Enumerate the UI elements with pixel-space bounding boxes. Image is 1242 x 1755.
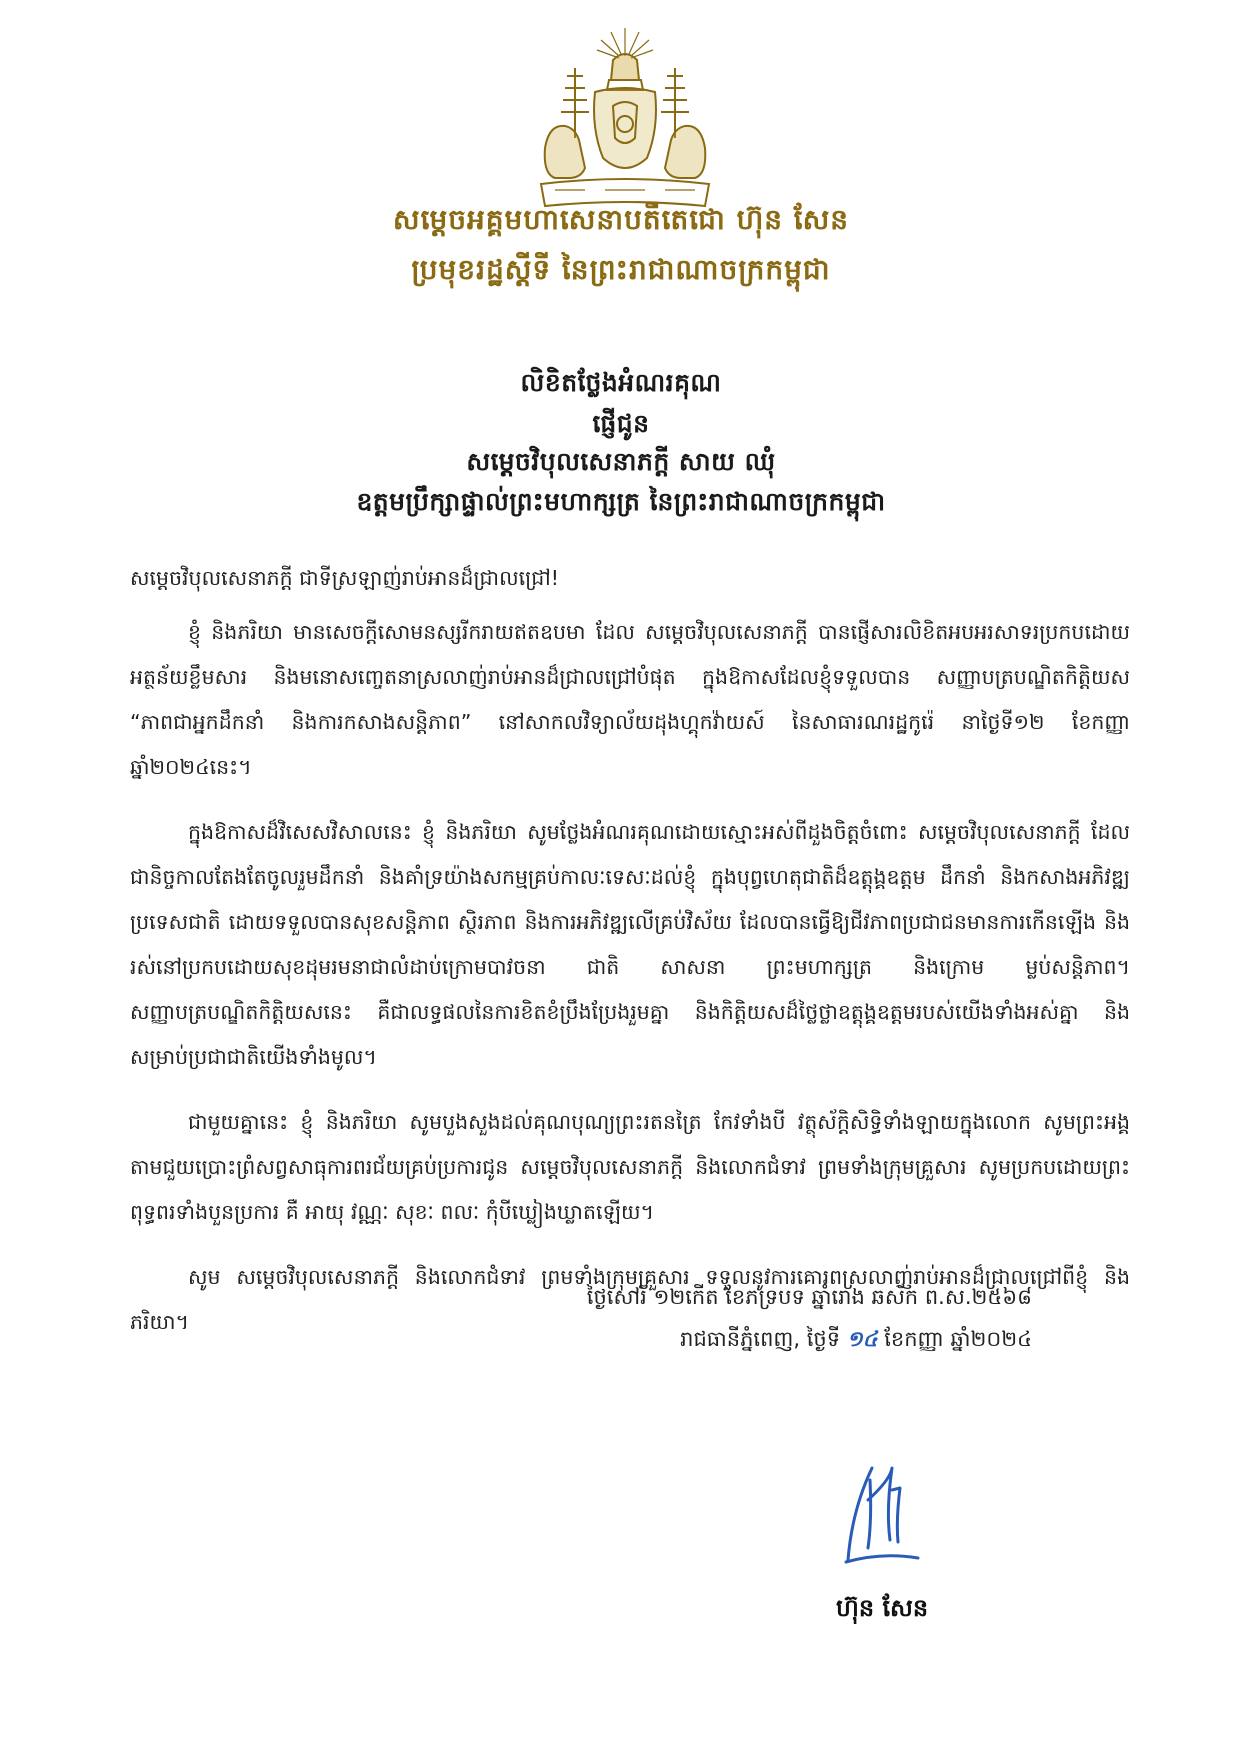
handwritten-day: ១៤ [846,1327,878,1351]
recipient-position: ឧត្តមប្រឹក្សាផ្ទាល់ព្រះមហាក្សត្រ នៃព្រះរាជាណាចក្រកម្ពុជា [356,487,886,516]
royal-coat-of-arms-icon [535,28,715,218]
month-year: ខែកញ្ញា ឆ្នាំ២០២៤ [877,1327,1032,1351]
place-and-date [680,1326,1032,1357]
lunar-date: ថ្ងៃសៅរ៍ ១២កើត ខែភទ្របទ ឆ្នាំរោង ឆស័ក ព.ស.២៥៦៨ [586,1285,1032,1309]
header-sender-position: ប្រមុខរដ្ឋស្តីទី នៃព្រះរាជាណាចក្រកម្ពុជា [411,253,831,286]
body-paragraph-3: ជាមួយគ្នានេះ ខ្ញុំ និងភរិយា សូមបួងសួងដល់គុណបុណ្យព្រះរតនត្រៃ កែវទាំងបី វត្ថុស័ក្តិសិទ្ធិទាំងឡាយក្នុងលោក សូមព្រះអង្គតាមជួយប្រោះព្រំសព្វសាធុការពរជ័យគ្រប់ប្រការជូន សម្តេចវិបុលសេនាភក្តី និងលោកជំទាវ ព្រមទាំងក្រុមគ្រួសារ សូមប្រកបដោយព្រះពុទ្ធពរទាំងបួនប្រការ គឺ អាយុ វណ្ណៈ សុខៈ ពលៈ កុំបីឃ្លៀងឃ្លាតឡើយ។ [130,1110,1130,1224]
letter-sent-to: ផ្ញើជូន [592,409,650,438]
letter-title: លិខិតថ្លែងអំណរគុណ [520,368,722,397]
salutation: សម្តេចវិបុលសេនាភក្តី ជាទីស្រឡាញ់រាប់អានដ៏ជ្រាលជ្រៅ! [130,566,559,590]
recipient-name: សម្តេចវិបុលសេនាភក្តី សាយ ឈុំ [466,447,776,476]
place-prefix: រាជធានីភ្នំពេញ, ថ្ងៃទី [680,1327,847,1351]
handwritten-signature-icon [842,1460,924,1575]
body-paragraph-1: ខ្ញុំ និងភរិយា មានសេចក្តីសោមនស្សរីករាយឥតឧបមា ដែល សម្តេចវិបុលសេនាភក្តី បានផ្ញើសារលិខិតអបអរសាទរប្រកបដោយអត្ថន័យខ្លឹមសារ និងមនោសញ្ចេតនាស្រលាញ់រាប់អានដ៏ជ្រាលជ្រៅបំផុត ក្នុងឱកាសដែលខ្ញុំទទួលបាន សញ្ញាបត្របណ្ឌិតកិត្តិយស “ភាពជាអ្នកដឹកនាំ និងការកសាងសន្តិភាព” នៅសាកលវិទ្យាល័យដុងហ្គុកវ៉ាយស៍ នៃសាធារណរដ្ឋកូរ៉េ នាថ្ងៃទី១២ ខែកញ្ញា ឆ្នាំ២០២៤នេះ។ [130,620,1130,779]
signer-name: ហ៊ុន សែន [836,1594,929,1622]
letter-body [130,610,1130,1345]
header-sender-title: សម្តេចអគ្គមហាសេនាបតីតេជោ ហ៊ុន សែន [392,203,850,236]
body-paragraph-2: ក្នុងឱកាសដ៏វិសេសវិសាលនេះ ខ្ញុំ និងភរិយា សូមថ្លែងអំណរគុណដោយស្មោះអស់ពីដួងចិត្តចំពោះ សម្តេចវិបុលសេនាភក្តី ដែលជានិច្ចកាលតែងតែចូលរួមដឹកនាំ និងគាំទ្រយ៉ាងសកម្មគ្រប់កាលៈទេសៈដល់ខ្ញុំ ក្នុងបុព្វហេតុជាតិដ៏ឧត្តុង្គឧត្តម ដឹកនាំ និងកសាងអភិវឌ្ឍប្រទេសជាតិ ដោយទទួលបានសុខសន្តិភាព ស្ថិរភាព និងការអភិវឌ្ឍលើគ្រប់វិស័យ ដែលបានធ្វើឱ្យជីវភាពប្រជាជនមានការកើនឡើង និងរស់នៅប្រកបដោយសុខដុមរមនាជាលំដាប់ក្រោមបាវចនា ជាតិ សាសនា ព្រះមហាក្សត្រ និងក្រោម ម្លប់សន្តិភាព។ សញ្ញាបត្របណ្ឌិតកិត្តិយសនេះ គឺជាលទ្ធផលនៃការខិតខំប្រឹងប្រែងរួមគ្នា និងកិត្តិយសដ៏ថ្លៃថ្លាឧត្តុង្គឧត្តមរបស់យើងទាំងអស់គ្នា និងសម្រាប់ប្រជាជាតិយើងទាំងមូល។ [130,820,1130,1069]
body-paragraph-4: សូម សម្តេចវិបុលសេនាភក្តី និងលោកជំទាវ ព្រមទាំងក្រុមគ្រួសារ ទទួលនូវការគោរពស្រលាញ់រាប់អានដ៏ជ្រាលជ្រៅពីខ្ញុំ និងភរិយា។ [130,1265,1130,1334]
